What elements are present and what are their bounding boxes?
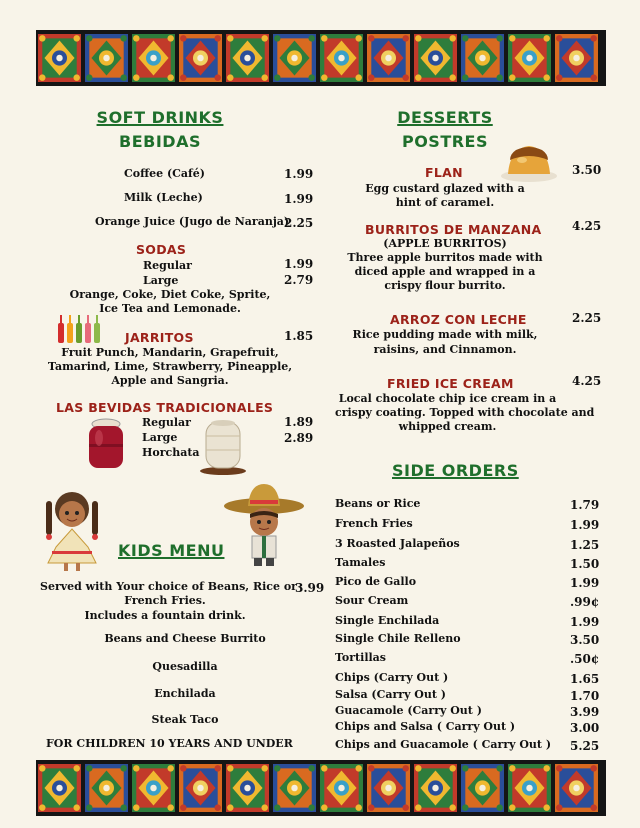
drink-price: 1.99 — [284, 167, 314, 181]
decorative-tile-icon — [273, 34, 316, 82]
traditional-price: 2.89 — [284, 431, 314, 445]
decorative-tile-icon — [508, 764, 551, 812]
sodas-size: Regular — [143, 259, 192, 272]
arroz-con-leche-description: Rice pudding made with milk, — [352, 328, 538, 341]
kids-price: 3.99 — [295, 581, 325, 595]
decorative-tile-icon — [179, 34, 222, 82]
decorative-tile-icon — [367, 764, 410, 812]
burritos-manzana-description: (APPLE BURRITOS) — [383, 237, 507, 250]
side-order-price: 3.50 — [570, 633, 600, 647]
decorative-tile-icon — [226, 34, 269, 82]
drink-price: 1.99 — [284, 192, 314, 206]
kids-description: Served with Your choice of Beans, Rice or — [40, 580, 297, 593]
drink-price: 2.25 — [284, 216, 314, 230]
side-order-name: Beans or Rice — [335, 497, 421, 510]
kids-description: French Fries. — [124, 594, 206, 607]
jarritos-heading: JARRITOS — [125, 330, 194, 345]
decorative-tile-icon — [273, 764, 316, 812]
decorative-tile-icon — [461, 764, 504, 812]
sodas-heading: SODAS — [136, 242, 187, 257]
fried-ice-cream-heading: FRIED ICE CREAM — [387, 376, 514, 391]
side-order-price: 1.99 — [570, 576, 600, 590]
girl-illustration-icon — [42, 487, 102, 575]
drink-name: Orange Juice (Jugo de Naranja) — [95, 215, 290, 228]
side-order-name: Single Chile Relleno — [335, 632, 461, 645]
sodas-price: 1.99 — [284, 257, 314, 271]
side-order-name: Pico de Gallo — [335, 575, 417, 588]
decorative-tile-icon — [414, 764, 457, 812]
side-order-name: Single Enchilada — [335, 614, 440, 627]
side-orders-heading: SIDE ORDERS — [392, 461, 519, 480]
side-order-price: .50¢ — [570, 652, 600, 666]
sodas-size: Large — [143, 274, 179, 287]
burritos-manzana-description: diced apple and wrapped in a — [354, 265, 536, 278]
flan-price: 3.50 — [572, 163, 602, 177]
side-order-name: Tortillas — [335, 651, 386, 664]
jarritos-price: 1.85 — [284, 329, 314, 343]
tile-border-top — [36, 30, 606, 86]
decorative-tile-icon — [320, 34, 363, 82]
decorative-tile-icon — [38, 34, 81, 82]
decorative-tile-icon — [132, 34, 175, 82]
fried-ice-cream-price: 4.25 — [572, 374, 602, 388]
decorative-tile-icon — [461, 34, 504, 82]
kids-item: Beans and Cheese Burrito — [104, 632, 266, 645]
decorative-tile-icon — [555, 764, 598, 812]
jarritos-bottles-icon — [56, 313, 102, 345]
tile-border-bottom — [36, 760, 606, 816]
bebidas-heading: BEBIDAS — [119, 132, 201, 151]
flan-heading: FLAN — [425, 165, 463, 180]
decorative-tile-icon — [320, 764, 363, 812]
desserts-heading: DESSERTS — [397, 108, 493, 127]
flan-description: hint of caramel. — [395, 196, 495, 209]
arroz-con-leche-description: raisins, and Cinnamon. — [373, 343, 517, 356]
boy-sombrero-illustration-icon — [222, 480, 306, 570]
decorative-tile-icon — [508, 34, 551, 82]
jarritos-description: Tamarind, Lime, Strawberry, Pineapple, — [47, 360, 293, 373]
jarritos-description: Apple and Sangria. — [111, 374, 229, 387]
arroz-con-leche-heading: ARROZ CON LECHE — [390, 312, 527, 327]
side-order-price: 3.00 — [570, 721, 600, 735]
decorative-tile-icon — [85, 764, 128, 812]
kids-menu-heading: KIDS MENU — [118, 541, 225, 560]
side-order-name: Chips (Carry Out ) — [335, 671, 449, 684]
side-order-name: Chips and Salsa ( Carry Out ) — [335, 720, 516, 733]
decorative-tile-icon — [367, 34, 410, 82]
arroz-con-leche-price: 2.25 — [572, 311, 602, 325]
decorative-tile-icon — [555, 34, 598, 82]
drink-name: Milk (Leche) — [124, 191, 203, 204]
side-order-price: .99¢ — [570, 595, 600, 609]
side-order-price: 1.70 — [570, 689, 600, 703]
side-order-name: 3 Roasted Jalapeños — [335, 537, 460, 550]
traditional-size: Large — [142, 431, 178, 444]
decorative-tile-icon — [85, 34, 128, 82]
burritos-manzana-price: 4.25 — [572, 219, 602, 233]
drink-name: Coffee (Café) — [124, 167, 205, 180]
jamaica-jar-icon — [85, 416, 127, 472]
side-order-price: 3.99 — [570, 705, 600, 719]
side-order-name: Tamales — [335, 556, 386, 569]
burritos-manzana-description: Three apple burritos made with — [347, 251, 543, 264]
fried-ice-cream-description: crispy coating. Topped with chocolate and — [335, 406, 595, 419]
soft-drinks-heading: SOFT DRINKS — [96, 108, 224, 127]
side-order-name: French Fries — [335, 517, 413, 530]
burritos-manzana-description: crispy flour burrito. — [384, 279, 506, 292]
horchata-label: Horchata — [142, 446, 200, 459]
side-order-name: Sour Cream — [335, 594, 409, 607]
side-order-price: 1.79 — [570, 498, 600, 512]
flan-description: Egg custard glazed with a — [365, 182, 525, 195]
side-order-name: Guacamole (Carry Out ) — [335, 704, 482, 717]
traditional-size: Regular — [142, 416, 191, 429]
kids-description: Includes a fountain drink. — [84, 609, 246, 622]
burritos-manzana-heading: BURRITOS DE MANZANA — [365, 222, 542, 237]
side-order-price: 1.50 — [570, 557, 600, 571]
postres-heading: POSTRES — [401, 132, 489, 151]
kids-item: Quesadilla — [152, 660, 218, 673]
decorative-tile-icon — [38, 764, 81, 812]
sodas-price: 2.79 — [284, 273, 314, 287]
flan-image-icon — [500, 140, 558, 184]
kids-item: Enchilada — [154, 687, 216, 700]
kids-item: Steak Taco — [151, 713, 219, 726]
side-order-name: Salsa (Carry Out ) — [335, 688, 446, 701]
traditional-price: 1.89 — [284, 415, 314, 429]
side-order-price: 1.65 — [570, 672, 600, 686]
fried-ice-cream-description: whipped cream. — [398, 420, 497, 433]
fried-ice-cream-description: Local chocolate chip ice cream in a — [338, 392, 557, 405]
side-order-price: 1.99 — [570, 518, 600, 532]
traditional-drinks-heading: LAS BEVIDAS TRADICIONALES — [56, 400, 274, 415]
decorative-tile-icon — [132, 764, 175, 812]
side-order-name: Chips and Guacamole ( Carry Out ) — [335, 738, 552, 751]
kids-age-note: FOR CHILDREN 10 YEARS AND UNDER — [46, 737, 293, 750]
sodas-description: Orange, Coke, Diet Coke, Sprite, — [69, 288, 271, 301]
jarritos-description: Fruit Punch, Mandarin, Grapefruit, — [61, 346, 279, 359]
side-order-price: 5.25 — [570, 739, 600, 753]
side-order-price: 1.25 — [570, 538, 600, 552]
horchata-jar-icon — [198, 416, 248, 476]
decorative-tile-icon — [414, 34, 457, 82]
side-order-price: 1.99 — [570, 615, 600, 629]
sodas-description: Ice Tea and Lemonade. — [99, 302, 241, 315]
decorative-tile-icon — [179, 764, 222, 812]
decorative-tile-icon — [226, 764, 269, 812]
